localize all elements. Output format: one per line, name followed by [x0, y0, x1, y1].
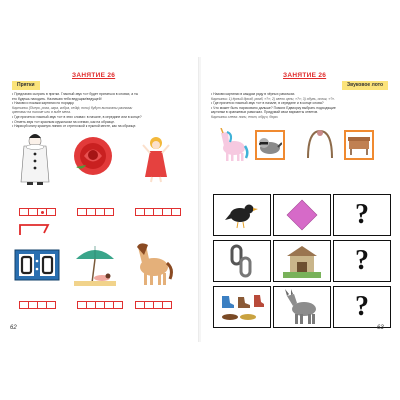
- question-mark: ?: [355, 199, 369, 230]
- red-hook-arrow-icon: [18, 223, 50, 242]
- sound-scheme[interactable]: [77, 208, 113, 216]
- instruction-line: картинки в оранжевых рамочках. Придумай свои варианты ответов.: [211, 110, 319, 115]
- instruction-line: • Где прячется гласный звук «о» в этих словах: в начале, в середине или в конце?: [12, 115, 142, 119]
- raccoon-icon: [258, 135, 282, 155]
- chain-link-icon: [227, 244, 257, 278]
- instruction-line: Картинки: 1) ёрный дрозд, ромб, «?»; 2) звено цепи, «?»; 3) обувь, ослик, «?».: [211, 96, 336, 101]
- scheme-cell[interactable]: [113, 301, 123, 309]
- lotto-box: [273, 286, 331, 328]
- pierrot-icon: [20, 132, 50, 191]
- rose-icon: [72, 135, 114, 182]
- book-spread: [0, 57, 400, 342]
- beach-umbrella-icon: [72, 245, 118, 292]
- pink-rhombus-icon: [285, 198, 319, 232]
- question-mark: ?: [355, 291, 369, 322]
- instruction-line: Картинки слева: пони, енот, обруч, бюро.: [211, 115, 279, 119]
- instruction-line: Картинки (Пьеро, роза, игра, кобра, сейф, пони) будут выписаны разными: [12, 105, 133, 110]
- vowel-dot-icon: [41, 211, 44, 214]
- question-mark: ?: [355, 245, 369, 276]
- scheme-cell[interactable]: [46, 208, 56, 216]
- donkey-icon: [282, 289, 322, 325]
- instruction-line: • Что может быть нарисовано дальше? Помоги Едвиорку выбрать подходящие: [211, 105, 336, 110]
- lotto-row: [213, 286, 391, 328]
- wooden-dresser-icon: [347, 135, 371, 155]
- sound-scheme[interactable]: [135, 301, 171, 309]
- hoop-headband-icon: [305, 128, 335, 167]
- answer-box[interactable]: [333, 240, 391, 282]
- sound-scheme[interactable]: [135, 208, 180, 216]
- lotto-box: [213, 240, 271, 282]
- scheme-cell[interactable]: [171, 208, 181, 216]
- sound-scheme[interactable]: [77, 301, 122, 309]
- safe-scoreboard-icon: [14, 249, 60, 286]
- lesson-title: ЗАНЯТИЕ 26: [72, 72, 116, 79]
- lotto-box: [213, 194, 271, 236]
- instruction-line: • Предлагаю сыграть в прятки. Гласный звук «о» будет прятаться в словах, а ты: [12, 92, 139, 96]
- left-page: [0, 57, 199, 342]
- right-page: [201, 57, 400, 342]
- answer-box[interactable]: [333, 286, 391, 328]
- lesson-title: ЗАНЯТИЕ 26: [283, 72, 327, 79]
- scheme-cell[interactable]: [46, 301, 56, 309]
- page-number: 62: [10, 325, 17, 331]
- sound-scheme[interactable]: [19, 208, 55, 216]
- section-tag: Прятки: [12, 81, 40, 90]
- lotto-box: [213, 286, 271, 328]
- scheme-cell[interactable]: [104, 208, 114, 216]
- well-house-icon: [283, 244, 321, 278]
- blackbird-icon: [225, 200, 259, 230]
- instruction-line: • Назови картинки в каждом ряду в чёрных рамочках.: [211, 92, 296, 96]
- lotto-box: [273, 194, 331, 236]
- instruction-line: • Где прячется гласный звук «о» в начале, в середине и в конце слова?: [211, 101, 324, 106]
- unicorn-icon: [215, 128, 249, 167]
- instruction-line: • Нарисуй книгу красную линию от стрелочкой к нужной месте, как на образце.: [12, 124, 137, 129]
- answer-frame-dresser[interactable]: [344, 130, 374, 160]
- instruction-line: цветами на письме или в виде мела.: [12, 110, 71, 115]
- lotto-box: [273, 240, 331, 282]
- shoes-icon: [220, 292, 264, 322]
- answer-frame-raccoon[interactable]: [255, 130, 285, 160]
- instruction-line: его будешь находить. Назначаю тебя ведущим/ведущей!: [12, 96, 102, 101]
- section-tag: Звуковое лото: [342, 81, 388, 90]
- lotto-row: [213, 240, 391, 282]
- ballerina-icon: [140, 135, 172, 188]
- instruction-line: • Отметь звук «о» красным кружочком на схемах, как на образце.: [12, 119, 115, 124]
- lotto-row: [213, 194, 391, 236]
- scheme-cell[interactable]: [162, 301, 172, 309]
- sound-scheme[interactable]: [19, 301, 55, 309]
- instruction-line: • Назови и покажи картинки по порядку.: [12, 101, 75, 106]
- page-number: 63: [377, 325, 384, 331]
- answer-box[interactable]: [333, 194, 391, 236]
- pony-icon: [132, 241, 174, 292]
